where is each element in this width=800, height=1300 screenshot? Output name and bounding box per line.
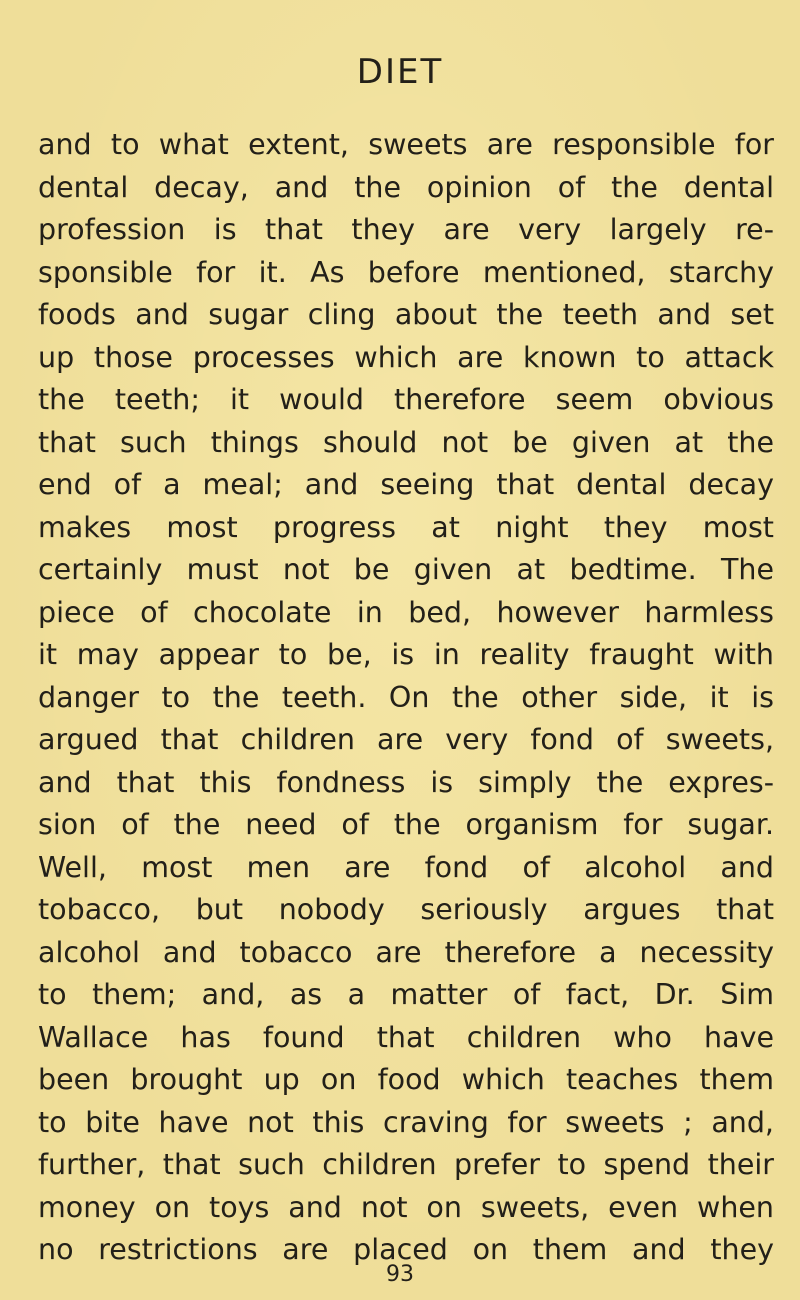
text-line: and that this fondness is simply the expres- [38,765,774,799]
text-line: and to what extent, sweets are responsible for [38,128,774,161]
text-line: sion of the need of the organism for sugar. [38,808,774,841]
text-line: dental decay, and the opinion of the dental [38,170,774,204]
text-line: no restrictions are placed on them and they [38,1233,774,1266]
text-line: to bite have not this craving for sweets ; and, [38,1105,774,1139]
text-line: been brought up on food which teaches them [38,1063,774,1096]
text-line: danger to the teeth. On the other side, it is [38,680,774,714]
text-line: the teeth; it would therefore seem obvious [38,383,774,416]
text-line: to them; and, as a matter of fact, Dr. Sim [38,978,774,1011]
text-line: foods and sugar cling about the teeth and set [38,298,774,331]
text-line: it may appear to be, is in reality fraught with [38,638,774,671]
text-line: makes most progress at night they most [38,510,774,544]
text-line: up those processes which are known to attack [38,340,774,374]
text-line: alcohol and tobacco are therefore a necessity [38,935,774,969]
page-number: 93 [386,1262,414,1287]
text-line: Well, most men are fond of alcohol and [38,850,774,884]
text-line: profession is that they are very largely re- [38,213,774,246]
text-line: piece of chocolate in bed, however harmless [38,595,774,629]
text-line: further, that such children prefer to spend their [38,1148,774,1181]
text-line: Wallace has found that children who have [38,1020,774,1054]
text-line: sponsible for it. As before mentioned, starchy [38,255,774,289]
text-line: that such things should not be given at the [38,425,774,459]
text-line: end of a meal; and seeing that dental decay [38,468,774,501]
text-line: argued that children are very fond of sweets, [38,723,774,756]
text-line: tobacco, but nobody seriously argues that [38,893,774,926]
body-text [38,124,774,1272]
running-head: DIET [356,52,444,92]
text-line: money on toys and not on sweets, even when [38,1190,774,1224]
text-line: certainly must not be given at bedtime. The [38,553,774,586]
